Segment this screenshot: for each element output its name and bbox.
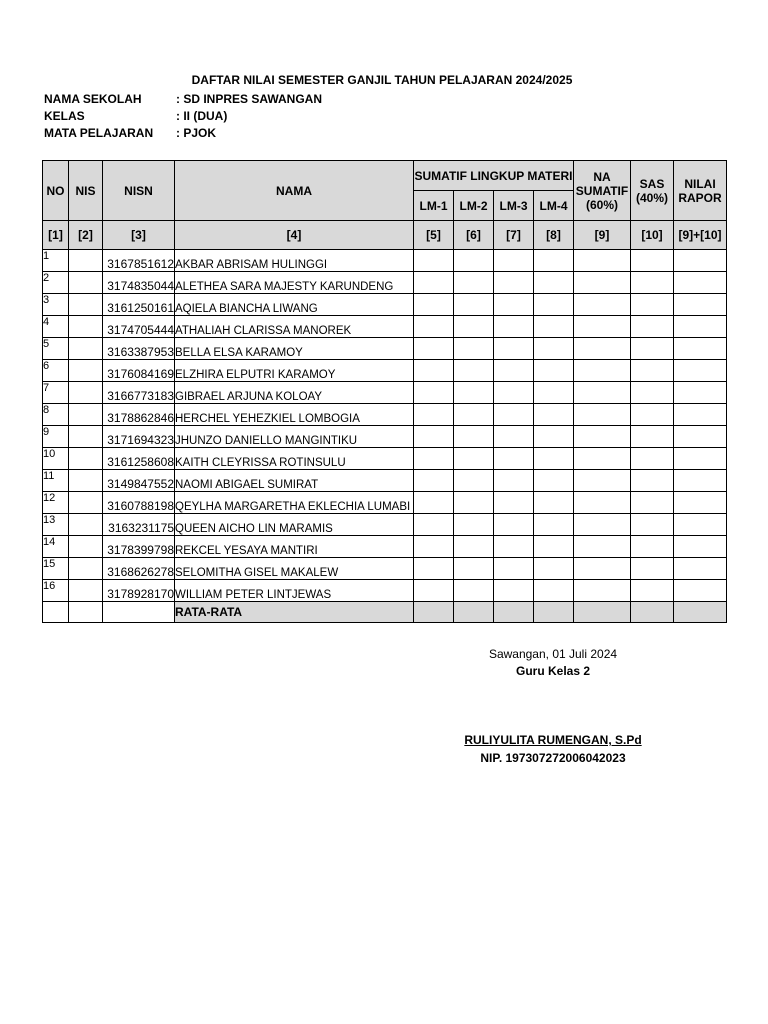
header-sumatif: SUMATIF LINGKUP MATERI [414, 161, 574, 191]
cell-nisn: 3178862846 [103, 404, 175, 426]
header-lm3: LM-3 [494, 191, 534, 221]
cell-nilai-rapor [674, 360, 727, 382]
signature-nip: NIP. 197307272006042023 [480, 751, 626, 765]
cell-lm4 [534, 514, 574, 536]
cell-nis [69, 470, 103, 492]
index-cell: [2] [69, 221, 103, 250]
cell-nisn: 3163387953 [103, 338, 175, 360]
info-subject [44, 126, 216, 140]
cell-lm1 [414, 338, 454, 360]
cell-na-sumatif [574, 404, 631, 426]
cell-na-sumatif [574, 360, 631, 382]
cell-nilai-rapor [674, 294, 727, 316]
cell-lm1 [414, 514, 454, 536]
table-row [43, 250, 727, 272]
cell-sas [631, 382, 674, 404]
cell-nilai-rapor [674, 514, 727, 536]
cell-nama: BELLA ELSA KARAMOY [175, 338, 414, 360]
cell-lm2 [454, 580, 494, 602]
cell-nisn: 3168626278 [103, 558, 175, 580]
table-row [43, 514, 727, 536]
cell-na-sumatif [574, 338, 631, 360]
cell-nisn: 3149847552 [103, 470, 175, 492]
cell-nisn: 3171694323 [103, 426, 175, 448]
avg-cell [414, 602, 454, 623]
cell-na-sumatif [574, 272, 631, 294]
cell-lm1 [414, 580, 454, 602]
cell-nis [69, 250, 103, 272]
header-sas-line: (40%) [635, 190, 668, 205]
cell-na-sumatif [574, 448, 631, 470]
header-na-line: (60%) [585, 197, 618, 212]
header-lm2: LM-2 [454, 191, 494, 221]
info-value: : PJOK [176, 126, 217, 140]
cell-lm3 [494, 492, 534, 514]
table-row [43, 360, 727, 382]
cell-na-sumatif [574, 558, 631, 580]
cell-lm4 [534, 316, 574, 338]
cell-nisn: 3174835044 [103, 272, 175, 294]
cell-lm1 [414, 470, 454, 492]
cell-nisn: 3176084169 [103, 360, 175, 382]
cell-no: 12 [43, 492, 69, 514]
table-row [43, 492, 727, 514]
avg-cell [534, 602, 574, 623]
header-sas [631, 161, 674, 221]
cell-lm4 [534, 294, 574, 316]
cell-nis [69, 426, 103, 448]
cell-nama: AKBAR ABRISAM HULINGGI [175, 250, 414, 272]
index-cell: [3] [103, 221, 175, 250]
header-rapor-line: RAPOR [678, 190, 722, 205]
index-cell: [5] [414, 221, 454, 250]
table-row [43, 558, 727, 580]
cell-nis [69, 272, 103, 294]
cell-na-sumatif [574, 492, 631, 514]
cell-no: 16 [43, 580, 69, 602]
cell-lm2 [454, 250, 494, 272]
cell-lm2 [454, 558, 494, 580]
cell-lm2 [454, 514, 494, 536]
index-cell: [9]+[10] [674, 221, 727, 250]
cell-lm2 [454, 448, 494, 470]
cell-nilai-rapor [674, 382, 727, 404]
cell-lm1 [414, 558, 454, 580]
avg-cell [103, 602, 175, 623]
cell-no: 13 [43, 514, 69, 536]
cell-lm2 [454, 382, 494, 404]
header-na-sumatif [574, 161, 631, 221]
cell-lm4 [534, 448, 574, 470]
table-row [43, 580, 727, 602]
cell-lm3 [494, 382, 534, 404]
avg-cell [69, 602, 103, 623]
cell-nilai-rapor [674, 448, 727, 470]
index-cell: [9] [574, 221, 631, 250]
student-rows [43, 250, 727, 602]
cell-lm3 [494, 448, 534, 470]
cell-lm3 [494, 316, 534, 338]
cell-lm2 [454, 404, 494, 426]
cell-nilai-rapor [674, 426, 727, 448]
cell-nama: JHUNZO DANIELLO MANGINTIKU [175, 426, 414, 448]
cell-nama: QEYLHA MARGARETHA EKLECHIA LUMABI [175, 492, 414, 514]
cell-nisn: 3161258608 [103, 448, 175, 470]
cell-lm2 [454, 426, 494, 448]
info-value: : SD INPRES SAWANGAN [176, 92, 323, 106]
cell-nama: KAITH CLEYRISSA ROTINSULU [175, 448, 414, 470]
cell-nisn: 3178399798 [103, 536, 175, 558]
cell-lm1 [414, 360, 454, 382]
cell-nis [69, 316, 103, 338]
grades-table [42, 160, 727, 623]
cell-lm4 [534, 492, 574, 514]
cell-no: 5 [43, 338, 69, 360]
cell-sas [631, 426, 674, 448]
header-lm1: LM-1 [414, 191, 454, 221]
cell-lm4 [534, 382, 574, 404]
cell-na-sumatif [574, 382, 631, 404]
header-nis: NIS [69, 161, 103, 221]
avg-cell [574, 602, 631, 623]
cell-nisn: 3178928170 [103, 580, 175, 602]
avg-cell [674, 602, 727, 623]
cell-na-sumatif [574, 470, 631, 492]
cell-lm2 [454, 316, 494, 338]
cell-sas [631, 294, 674, 316]
cell-nama: WILLIAM PETER LINTJEWAS [175, 580, 414, 602]
cell-lm3 [494, 360, 534, 382]
cell-na-sumatif [574, 536, 631, 558]
info-school [44, 92, 322, 106]
cell-nilai-rapor [674, 404, 727, 426]
cell-lm1 [414, 426, 454, 448]
cell-no: 9 [43, 426, 69, 448]
header-lm4: LM-4 [534, 191, 574, 221]
cell-lm1 [414, 536, 454, 558]
cell-sas [631, 514, 674, 536]
cell-lm3 [494, 558, 534, 580]
cell-lm4 [534, 360, 574, 382]
index-cell: [7] [494, 221, 534, 250]
cell-lm2 [454, 338, 494, 360]
cell-no: 7 [43, 382, 69, 404]
cell-lm4 [534, 558, 574, 580]
header-rapor-line: NILAI [684, 176, 716, 191]
cell-no: 15 [43, 558, 69, 580]
cell-nama: HERCHEL YEHEZKIEL LOMBOGIA [175, 404, 414, 426]
header-na-line: SUMATIF [575, 183, 629, 198]
cell-na-sumatif [574, 426, 631, 448]
cell-lm2 [454, 536, 494, 558]
avg-cell [43, 602, 69, 623]
table-row [43, 338, 727, 360]
header-no: NO [43, 161, 69, 221]
cell-lm3 [494, 580, 534, 602]
header-row [43, 161, 727, 191]
cell-lm2 [454, 272, 494, 294]
table-row [43, 316, 727, 338]
index-row [43, 221, 727, 250]
info-label: NAMA SEKOLAH [44, 92, 142, 106]
cell-nilai-rapor [674, 558, 727, 580]
header-nisn: NISN [103, 161, 175, 221]
cell-nilai-rapor [674, 580, 727, 602]
cell-nis [69, 448, 103, 470]
cell-nilai-rapor [674, 492, 727, 514]
cell-sas [631, 250, 674, 272]
cell-lm2 [454, 360, 494, 382]
cell-no: 11 [43, 470, 69, 492]
table-row [43, 470, 727, 492]
table-row [43, 382, 727, 404]
cell-nisn: 3161250161 [103, 294, 175, 316]
cell-nis [69, 558, 103, 580]
cell-no: 14 [43, 536, 69, 558]
info-label: KELAS [44, 109, 85, 123]
cell-nilai-rapor [674, 316, 727, 338]
cell-lm3 [494, 404, 534, 426]
cell-nisn: 3163231175 [103, 514, 175, 536]
index-cell: [8] [534, 221, 574, 250]
cell-sas [631, 558, 674, 580]
cell-nis [69, 492, 103, 514]
cell-sas [631, 360, 674, 382]
cell-nilai-rapor [674, 272, 727, 294]
table-row [43, 426, 727, 448]
cell-lm3 [494, 294, 534, 316]
signature-name: RULIYULITA RUMENGAN, S.Pd [464, 733, 642, 747]
cell-lm2 [454, 492, 494, 514]
index-cell: [6] [454, 221, 494, 250]
cell-nama: GIBRAEL ARJUNA KOLOAY [175, 382, 414, 404]
cell-lm1 [414, 404, 454, 426]
cell-nis [69, 514, 103, 536]
signature-place-date: Sawangan, 01 Juli 2024 [488, 647, 618, 661]
average-row [43, 602, 727, 623]
cell-lm1 [414, 272, 454, 294]
header-na-line: NA [593, 169, 611, 184]
cell-lm3 [494, 250, 534, 272]
table-row [43, 448, 727, 470]
cell-nama: AQIELA BIANCHA LIWANG [175, 294, 414, 316]
cell-no: 4 [43, 316, 69, 338]
cell-lm1 [414, 448, 454, 470]
cell-sas [631, 492, 674, 514]
document-title: DAFTAR NILAI SEMESTER GANJIL TAHUN PELAJARAN 2024/2025 [191, 73, 573, 87]
cell-na-sumatif [574, 316, 631, 338]
cell-nis [69, 338, 103, 360]
avg-cell [631, 602, 674, 623]
cell-no: 3 [43, 294, 69, 316]
cell-nama: REKCEL YESAYA MANTIRI [175, 536, 414, 558]
cell-nilai-rapor [674, 536, 727, 558]
cell-sas [631, 448, 674, 470]
cell-nama: NAOMI ABIGAEL SUMIRAT [175, 470, 414, 492]
cell-lm2 [454, 294, 494, 316]
cell-nama: ALETHEA SARA MAJESTY KARUNDENG [175, 272, 414, 294]
cell-lm1 [414, 250, 454, 272]
cell-lm1 [414, 294, 454, 316]
table-row [43, 404, 727, 426]
avg-cell [454, 602, 494, 623]
cell-lm3 [494, 470, 534, 492]
cell-nisn: 3174705444 [103, 316, 175, 338]
cell-lm1 [414, 382, 454, 404]
cell-lm4 [534, 250, 574, 272]
cell-lm4 [534, 426, 574, 448]
table-row [43, 272, 727, 294]
cell-lm4 [534, 404, 574, 426]
cell-lm2 [454, 470, 494, 492]
cell-lm4 [534, 272, 574, 294]
header-sas-line: SAS [639, 176, 665, 191]
cell-nama: ATHALIAH CLARISSA MANOREK [175, 316, 414, 338]
cell-nilai-rapor [674, 250, 727, 272]
cell-nisn: 3160788198 [103, 492, 175, 514]
cell-nisn: 3166773183 [103, 382, 175, 404]
avg-cell [494, 602, 534, 623]
cell-sas [631, 338, 674, 360]
table-row [43, 536, 727, 558]
cell-lm3 [494, 536, 534, 558]
cell-lm4 [534, 580, 574, 602]
cell-lm3 [494, 338, 534, 360]
cell-no: 2 [43, 272, 69, 294]
cell-nama: SELOMITHA GISEL MAKALEW [175, 558, 414, 580]
cell-nilai-rapor [674, 338, 727, 360]
cell-lm4 [534, 536, 574, 558]
cell-na-sumatif [574, 294, 631, 316]
cell-na-sumatif [574, 580, 631, 602]
cell-nama: QUEEN AICHO LIN MARAMIS [175, 514, 414, 536]
index-cell: [1] [43, 221, 69, 250]
cell-nis [69, 580, 103, 602]
header-nama: NAMA [175, 161, 414, 221]
cell-nisn: 3167851612 [103, 250, 175, 272]
average-label: RATA-RATA [175, 602, 414, 623]
cell-nis [69, 536, 103, 558]
signature-role: Guru Kelas 2 [515, 664, 591, 678]
cell-na-sumatif [574, 250, 631, 272]
cell-no: 1 [43, 250, 69, 272]
cell-nama: ELZHIRA ELPUTRI KARAMOY [175, 360, 414, 382]
cell-nis [69, 382, 103, 404]
cell-lm1 [414, 492, 454, 514]
cell-nilai-rapor [674, 470, 727, 492]
cell-na-sumatif [574, 514, 631, 536]
table-row [43, 294, 727, 316]
cell-nis [69, 294, 103, 316]
cell-sas [631, 404, 674, 426]
cell-lm3 [494, 272, 534, 294]
index-cell: [4] [175, 221, 414, 250]
info-value: : II (DUA) [176, 109, 228, 123]
cell-nis [69, 404, 103, 426]
index-cell: [10] [631, 221, 674, 250]
info-class [44, 109, 227, 123]
cell-lm4 [534, 338, 574, 360]
info-label: MATA PELAJARAN [44, 126, 154, 140]
cell-no: 6 [43, 360, 69, 382]
cell-sas [631, 316, 674, 338]
cell-sas [631, 470, 674, 492]
cell-sas [631, 272, 674, 294]
cell-lm4 [534, 470, 574, 492]
cell-sas [631, 536, 674, 558]
cell-lm3 [494, 514, 534, 536]
cell-nis [69, 360, 103, 382]
cell-sas [631, 580, 674, 602]
cell-no: 8 [43, 404, 69, 426]
cell-lm1 [414, 316, 454, 338]
header-nilai-rapor [674, 161, 727, 221]
cell-lm3 [494, 426, 534, 448]
cell-no: 10 [43, 448, 69, 470]
